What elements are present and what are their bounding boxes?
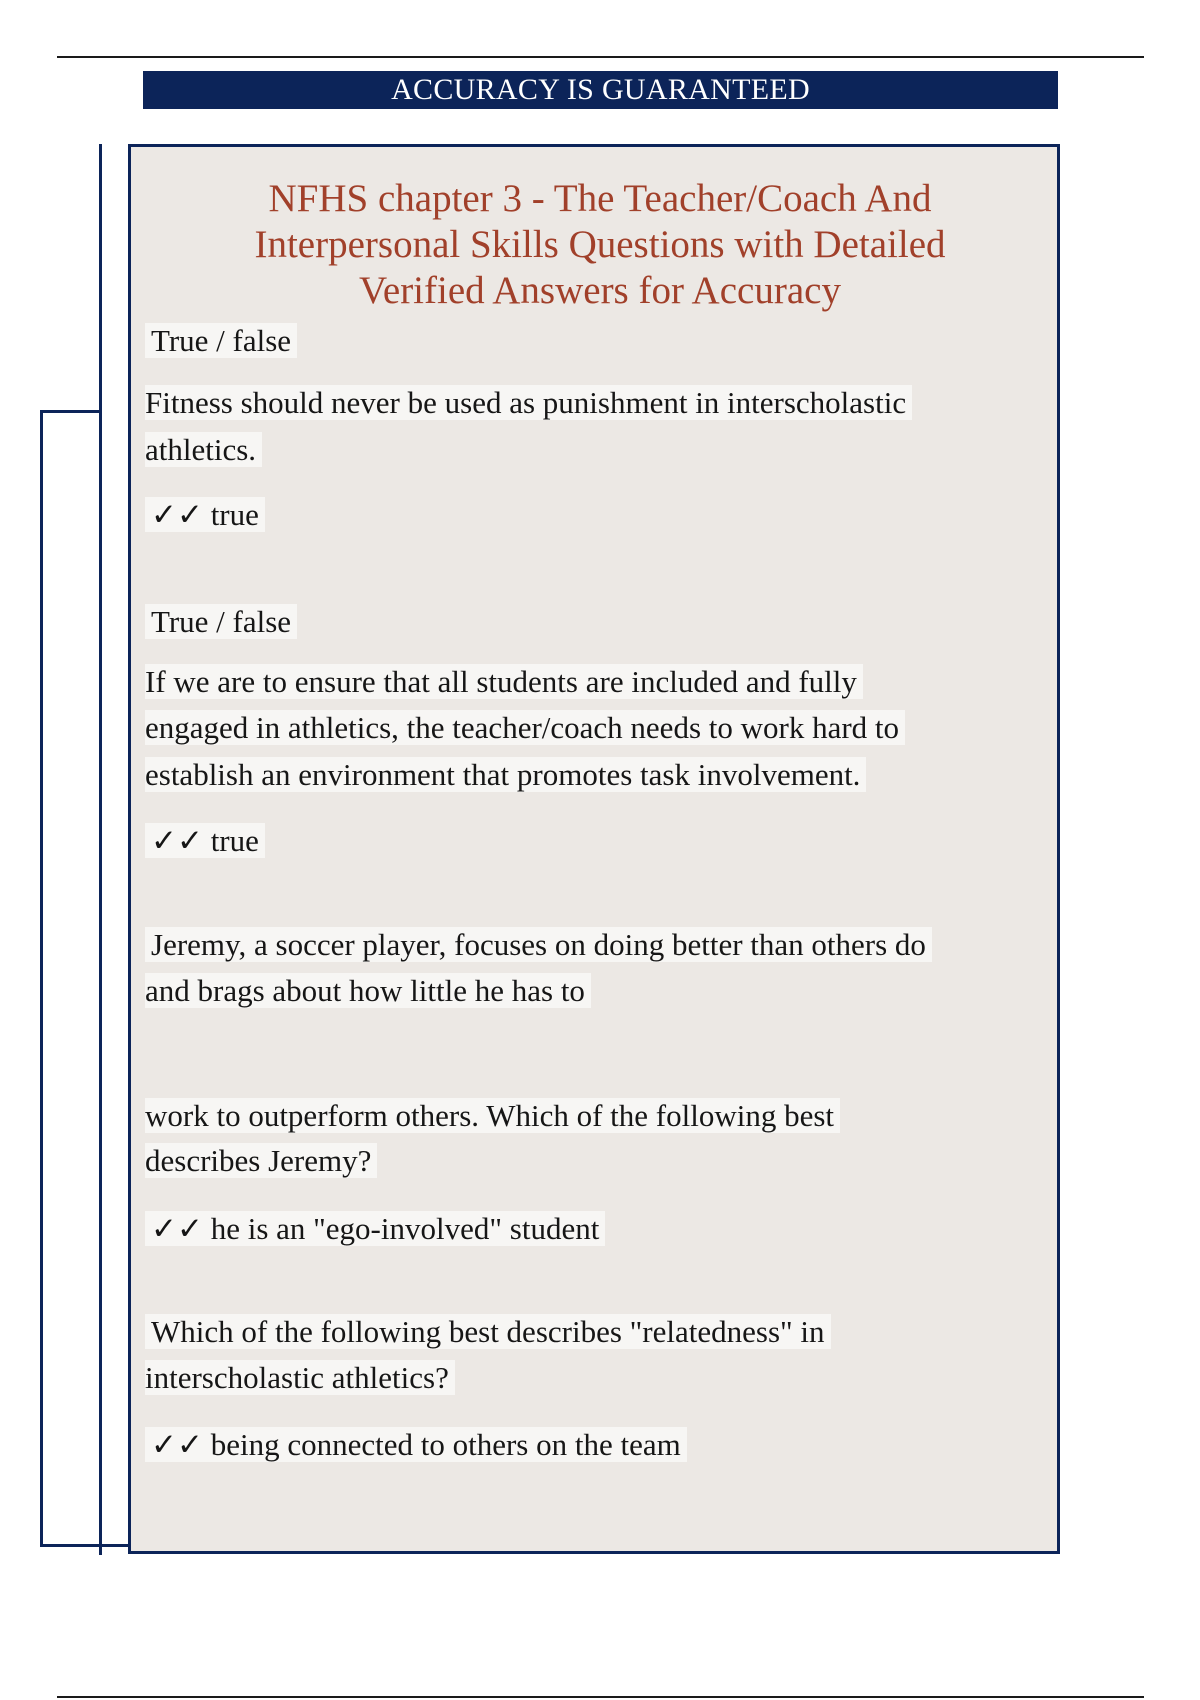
bracket-top-line (40, 410, 102, 413)
q3-text-line-4: describes Jeremy? (145, 1138, 377, 1184)
q1-type-label: True / false (145, 318, 297, 364)
top-rule (57, 56, 1144, 58)
q2-text-line-3: establish an environment that promotes task involvement. (145, 752, 866, 798)
q2-text-line-1: If we are to ensure that all students are included and fully (145, 659, 863, 705)
q3-text-line-2: and brags about how little he has to (145, 968, 591, 1014)
q4-text-line-1: Which of the following best describes "relatedness" in (145, 1309, 831, 1355)
q1-text-line-2: athletics. (145, 427, 262, 473)
q2-text-line-2: engaged in athletics, the teacher/coach needs to work hard to (145, 705, 905, 751)
q3-text-line-1: Jeremy, a soccer player, focuses on doing better than others do (145, 922, 932, 968)
q4-text-line-2: interscholastic athletics? (145, 1355, 455, 1401)
title-line-2: Interpersonal Skills Questions with Detailed (254, 223, 946, 266)
q1-answer: ✓✓ true (145, 492, 265, 538)
q2-answer: ✓✓ true (145, 818, 265, 864)
q3-answer: ✓✓ he is an "ego-involved" student (145, 1206, 605, 1252)
bracket-outer-line (40, 411, 43, 1547)
q4-answer: ✓✓ being connected to others on the team (145, 1422, 687, 1468)
bottom-rule (57, 1696, 1144, 1698)
title-line-1: NFHS chapter 3 - The Teacher/Coach And (268, 177, 932, 220)
q1-text-line-1: Fitness should never be used as punishment in interscholastic (145, 380, 912, 426)
q2-type-label: True / false (145, 599, 297, 645)
q3-text-line-3: work to outperform others. Which of the following best (145, 1093, 840, 1139)
accuracy-banner: ACCURACY IS GUARANTEED (143, 71, 1058, 109)
title-line-3: Verified Answers for Accuracy (359, 269, 841, 312)
bracket-inner-line (99, 144, 102, 1555)
document-title (150, 176, 1050, 314)
